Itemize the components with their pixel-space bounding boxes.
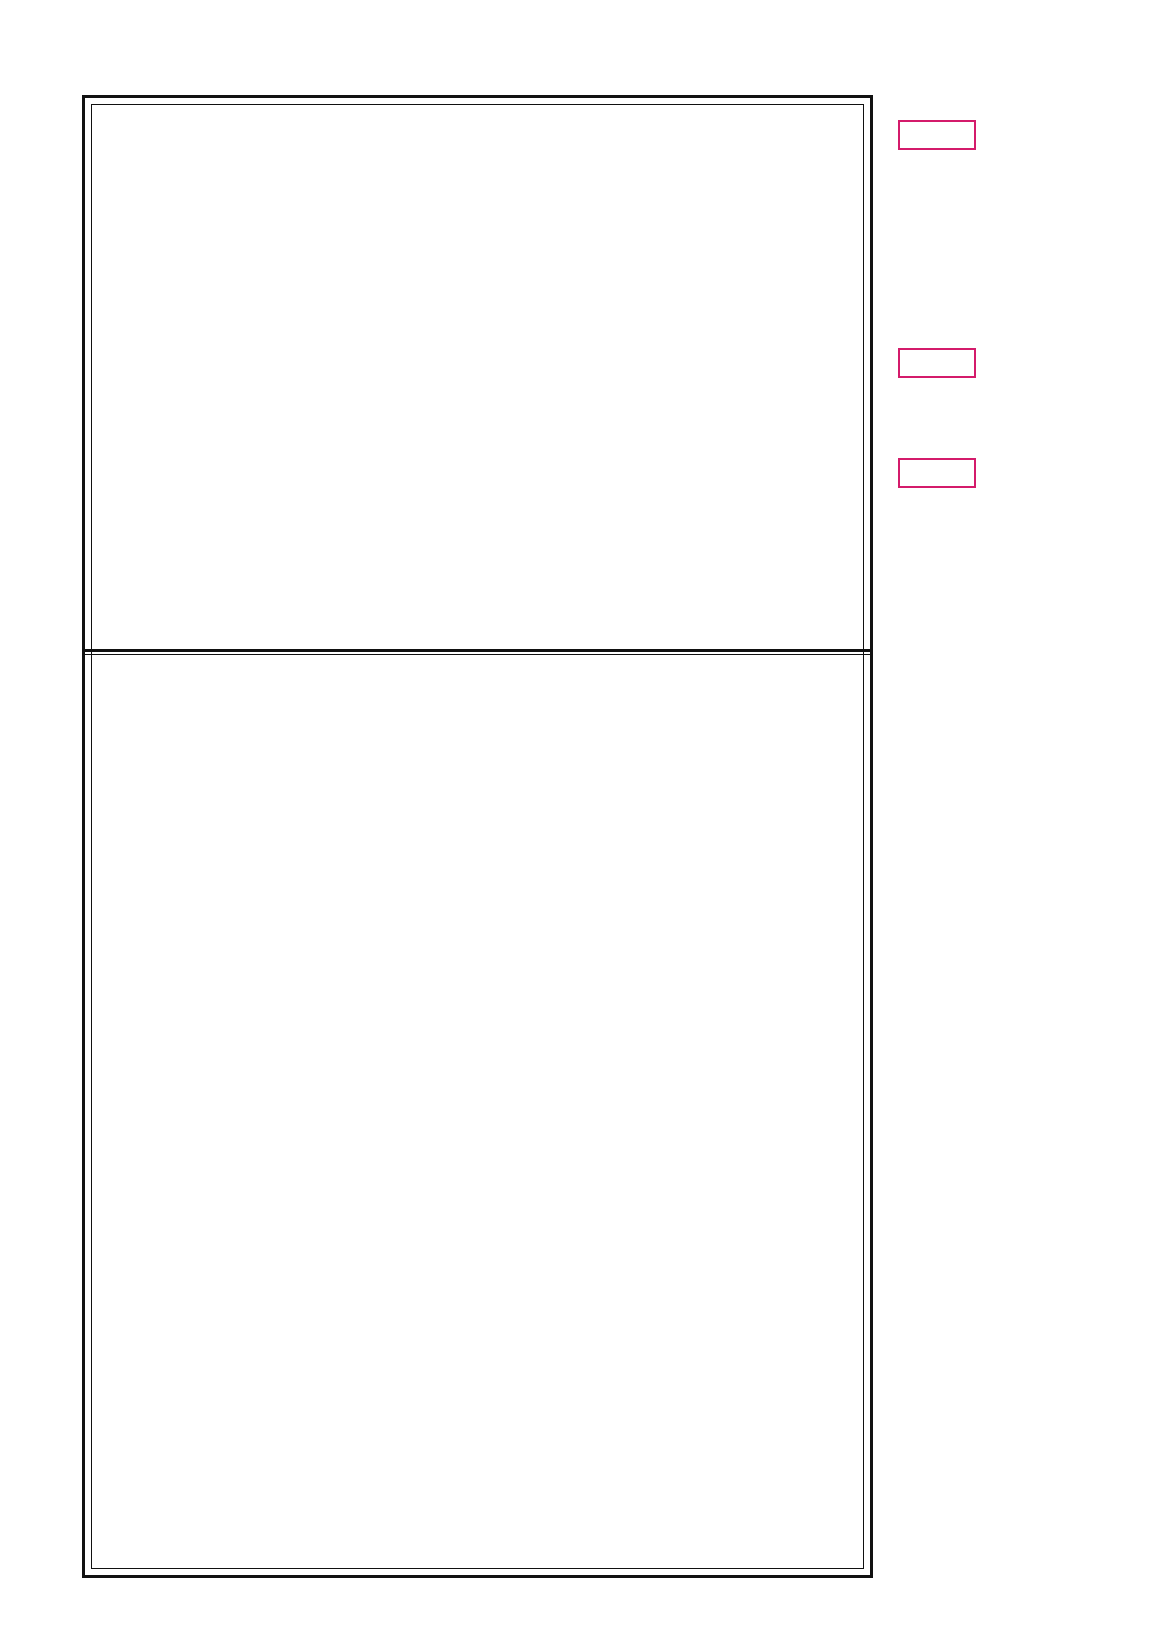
hadith-number-marker bbox=[898, 120, 976, 150]
text-frame-inner bbox=[91, 104, 864, 1569]
hadith-number-marker bbox=[898, 458, 976, 488]
hadith-number-marker bbox=[898, 348, 976, 378]
text-frame bbox=[82, 95, 873, 1578]
section-divider bbox=[82, 649, 873, 655]
